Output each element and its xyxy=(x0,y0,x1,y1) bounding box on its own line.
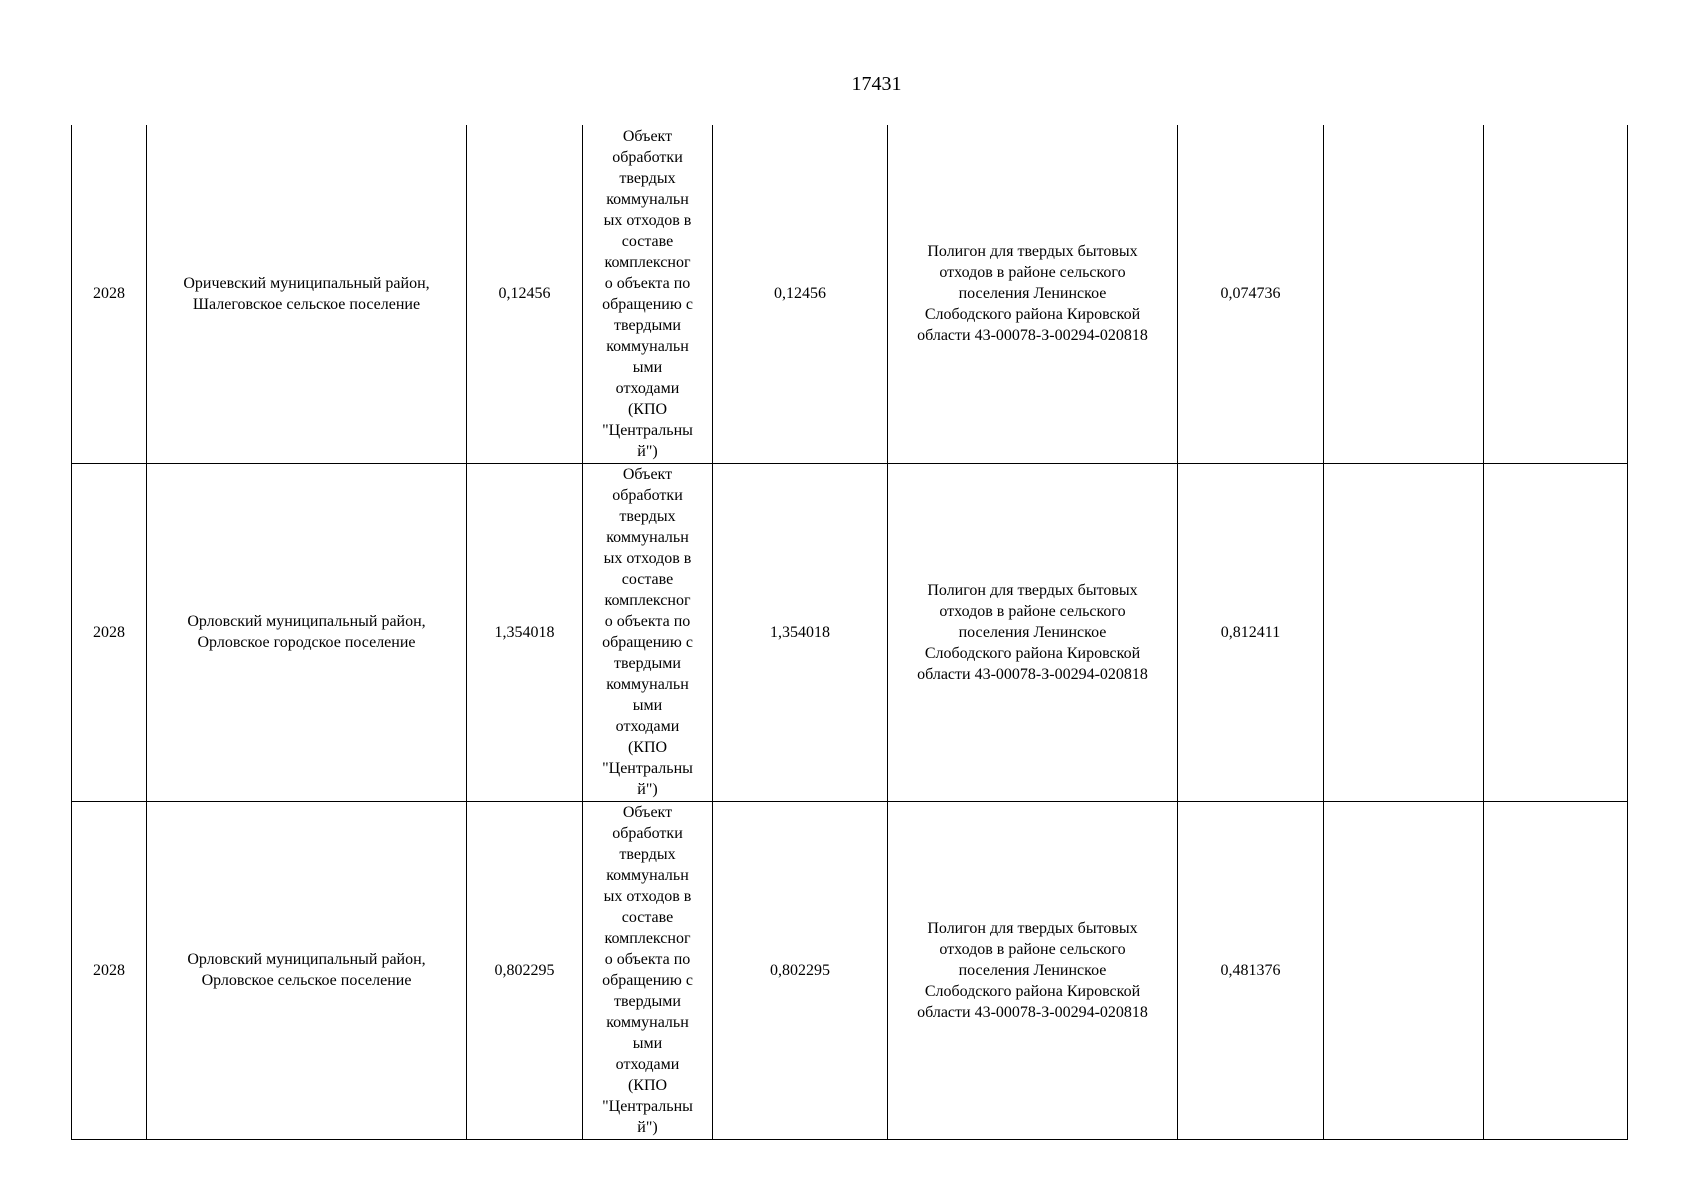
empty-cell xyxy=(1324,801,1484,1139)
table-row xyxy=(72,463,1628,801)
table-row xyxy=(72,125,1628,463)
empty-cell xyxy=(1324,463,1484,801)
table-row xyxy=(72,801,1628,1139)
landfill-amount-cell: 0,481376 xyxy=(1178,801,1324,1139)
landfill-cell: Полигон для твердых бытовых отходов в районе сельского поселения Ленинское Слободского района Кировской области 43-00078-З-00294-020818 xyxy=(888,463,1178,801)
facility-amount-cell: 0,12456 xyxy=(713,125,888,463)
amount-cell: 1,354018 xyxy=(467,463,583,801)
page-number: 17431 xyxy=(851,73,902,95)
year-cell: 2028 xyxy=(72,125,147,463)
facility-amount-cell: 0,802295 xyxy=(713,801,888,1139)
landfill-cell: Полигон для твердых бытовых отходов в районе сельского поселения Ленинское Слободского района Кировской области 43-00078-З-00294-020818 xyxy=(888,125,1178,463)
amount-cell: 0,12456 xyxy=(467,125,583,463)
facility-cell: Объект обработки твердых коммунальн ых отходов в составе комплексног о объекта по обращению с твердыми коммунальн ыми отходами (КПО "Центральны й") xyxy=(583,463,713,801)
landfill-cell: Полигон для твердых бытовых отходов в районе сельского поселения Ленинское Слободского района Кировской области 43-00078-З-00294-020818 xyxy=(888,801,1178,1139)
facility-amount-cell: 1,354018 xyxy=(713,463,888,801)
district-cell: Орловский муниципальный район, Орловское сельское поселение xyxy=(147,801,467,1139)
facility-cell: Объект обработки твердых коммунальн ых отходов в составе комплексног о объекта по обращению с твердыми коммунальн ыми отходами (КПО "Центральны й") xyxy=(583,801,713,1139)
landfill-amount-cell: 0,074736 xyxy=(1178,125,1324,463)
district-cell: Орловский муниципальный район, Орловское городское поселение xyxy=(147,463,467,801)
year-cell: 2028 xyxy=(72,463,147,801)
waste-flow-table xyxy=(71,125,1628,1140)
empty-cell xyxy=(1484,125,1628,463)
facility-cell: Объект обработки твердых коммунальн ых отходов в составе комплексног о объекта по обращению с твердыми коммунальн ыми отходами (КПО "Центральны й") xyxy=(583,125,713,463)
amount-cell: 0,802295 xyxy=(467,801,583,1139)
landfill-amount-cell: 0,812411 xyxy=(1178,463,1324,801)
empty-cell xyxy=(1484,463,1628,801)
empty-cell xyxy=(1484,801,1628,1139)
year-cell: 2028 xyxy=(72,801,147,1139)
district-cell: Оричевский муниципальный район, Шалеговское сельское поселение xyxy=(147,125,467,463)
empty-cell xyxy=(1324,125,1484,463)
